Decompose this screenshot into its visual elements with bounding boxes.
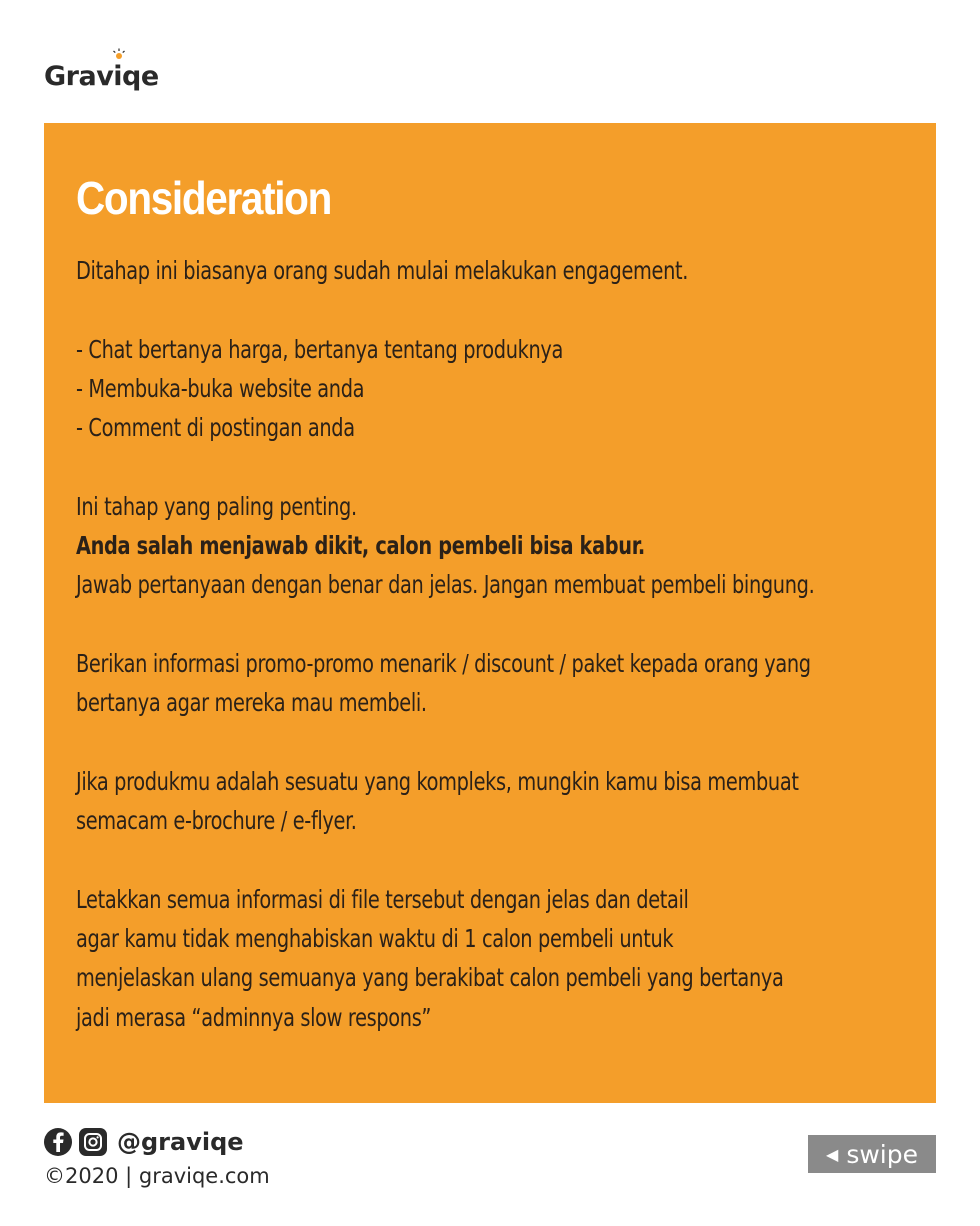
facebook-icon[interactable] [44, 1128, 72, 1156]
body-line: agar kamu tidak menghabiskan waktu di 1 calon pembeli untuk [76, 924, 674, 954]
body-line: Jawab pertanyaan dengan benar dan jelas. Jangan membuat pembeli bingung. [76, 570, 815, 600]
social-footer [44, 1128, 244, 1156]
body-line: bertanya agar mereka mau membeli. [76, 688, 427, 718]
card-body [76, 251, 936, 1037]
body-line-emphasis: Anda salah menjawab dikit, calon pembeli bisa kabur. [76, 531, 645, 561]
paragraph-gap [76, 840, 936, 879]
paragraph-gap [76, 605, 936, 644]
paragraph-gap [76, 447, 936, 486]
body-line: Ini tahap yang paling penting. [76, 491, 357, 521]
swipe-label: swipe [846, 1139, 918, 1169]
social-handle[interactable]: @graviqe [117, 1128, 244, 1156]
paragraph-gap [76, 723, 936, 762]
content-card [44, 123, 936, 1103]
body-line: - Chat bertanya harga, bertanya tentang produknya [76, 334, 564, 364]
instagram-icon[interactable] [79, 1128, 107, 1156]
brand-logo [44, 50, 159, 90]
body-line: Berikan informasi promo-promo menarik / discount / paket kepada orang yang [76, 648, 811, 678]
body-line: semacam e-brochure / e-flyer. [76, 806, 357, 836]
body-line: jadi merasa “adminnya slow respons” [76, 1002, 432, 1032]
body-line: Ditahap ini biasanya orang sudah mulai melakukan engagement. [76, 256, 689, 285]
left-arrow-icon: ◀ [826, 1144, 839, 1164]
body-line: Letakkan semua informasi di file tersebut dengan jelas dan detail [76, 884, 689, 914]
lightbulb-icon [112, 48, 126, 62]
logo-text: Graviqe [44, 61, 159, 92]
swipe-button[interactable] [808, 1135, 936, 1173]
body-line: - Comment di postingan anda [76, 413, 355, 443]
body-line: Jika produkmu adalah sesuatu yang kompleks, mungkin kamu bisa membuat [76, 766, 799, 796]
copyright-text: ©2020 | graviqe.com [44, 1164, 270, 1188]
card-title: Consideration [76, 172, 331, 224]
paragraph-gap [76, 290, 936, 329]
body-line: - Membuka-buka website anda [76, 373, 365, 403]
body-line: menjelaskan ulang semuanya yang berakibat calon pembeli yang bertanya [76, 963, 784, 993]
